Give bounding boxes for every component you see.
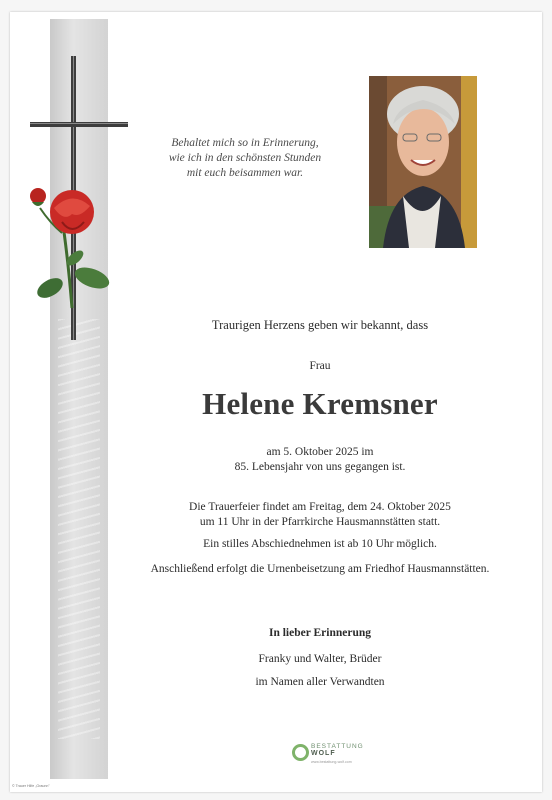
- death-info: [140, 445, 500, 475]
- funeral-home-logo: [292, 742, 372, 768]
- deceased-name: Helene Kremsner: [202, 386, 438, 421]
- mourners-relatives: im Namen aller Verwandten: [255, 676, 385, 688]
- ceremony-line: Die Trauerfeier findet am Freitag, dem 24. Oktober 2025: [189, 501, 451, 513]
- quote-line: mit euch beisammen war.: [186, 167, 304, 179]
- rose-icon: [20, 178, 130, 313]
- logo-name: [311, 743, 364, 757]
- death-line: 85. Lebensjahr von uns gegangen ist.: [234, 461, 406, 473]
- logo-url: www.bestattung-wolf.com: [311, 760, 352, 764]
- footer-credit: © Trauer Hilfe „Graunn": [12, 784, 50, 788]
- salutation: Frau: [309, 360, 331, 372]
- logo-ring-icon: [292, 744, 309, 761]
- mourners-brothers: Franky und Walter, Brüder: [258, 653, 382, 665]
- intro-text: Traurigen Herzens geben wir bekannt, dass: [211, 318, 429, 332]
- portrait-photo: [369, 76, 477, 248]
- ceremony-info: [140, 500, 500, 530]
- logo-line2: WOLF: [311, 750, 336, 757]
- quote-block: [150, 136, 340, 181]
- memory-heading: In lieber Erinnerung: [268, 627, 372, 639]
- burial-text: Anschließend erfolgt die Urnenbeisetzung am Friedhof Hausmannstätten.: [150, 563, 490, 575]
- quote-line: wie ich in den schönsten Stunden: [168, 152, 322, 164]
- death-line: am 5. Oktober 2025 im: [266, 446, 374, 458]
- quote-line: Behaltet mich so in Erinnerung,: [171, 137, 319, 149]
- logo-line1: BESTATTUNG: [311, 743, 364, 750]
- farewell-text: Ein stilles Abschiednehmen ist ab 10 Uhr möglich.: [203, 538, 437, 550]
- ceremony-line: um 11 Uhr in der Pfarrkirche Hausmannstätten statt.: [199, 516, 441, 528]
